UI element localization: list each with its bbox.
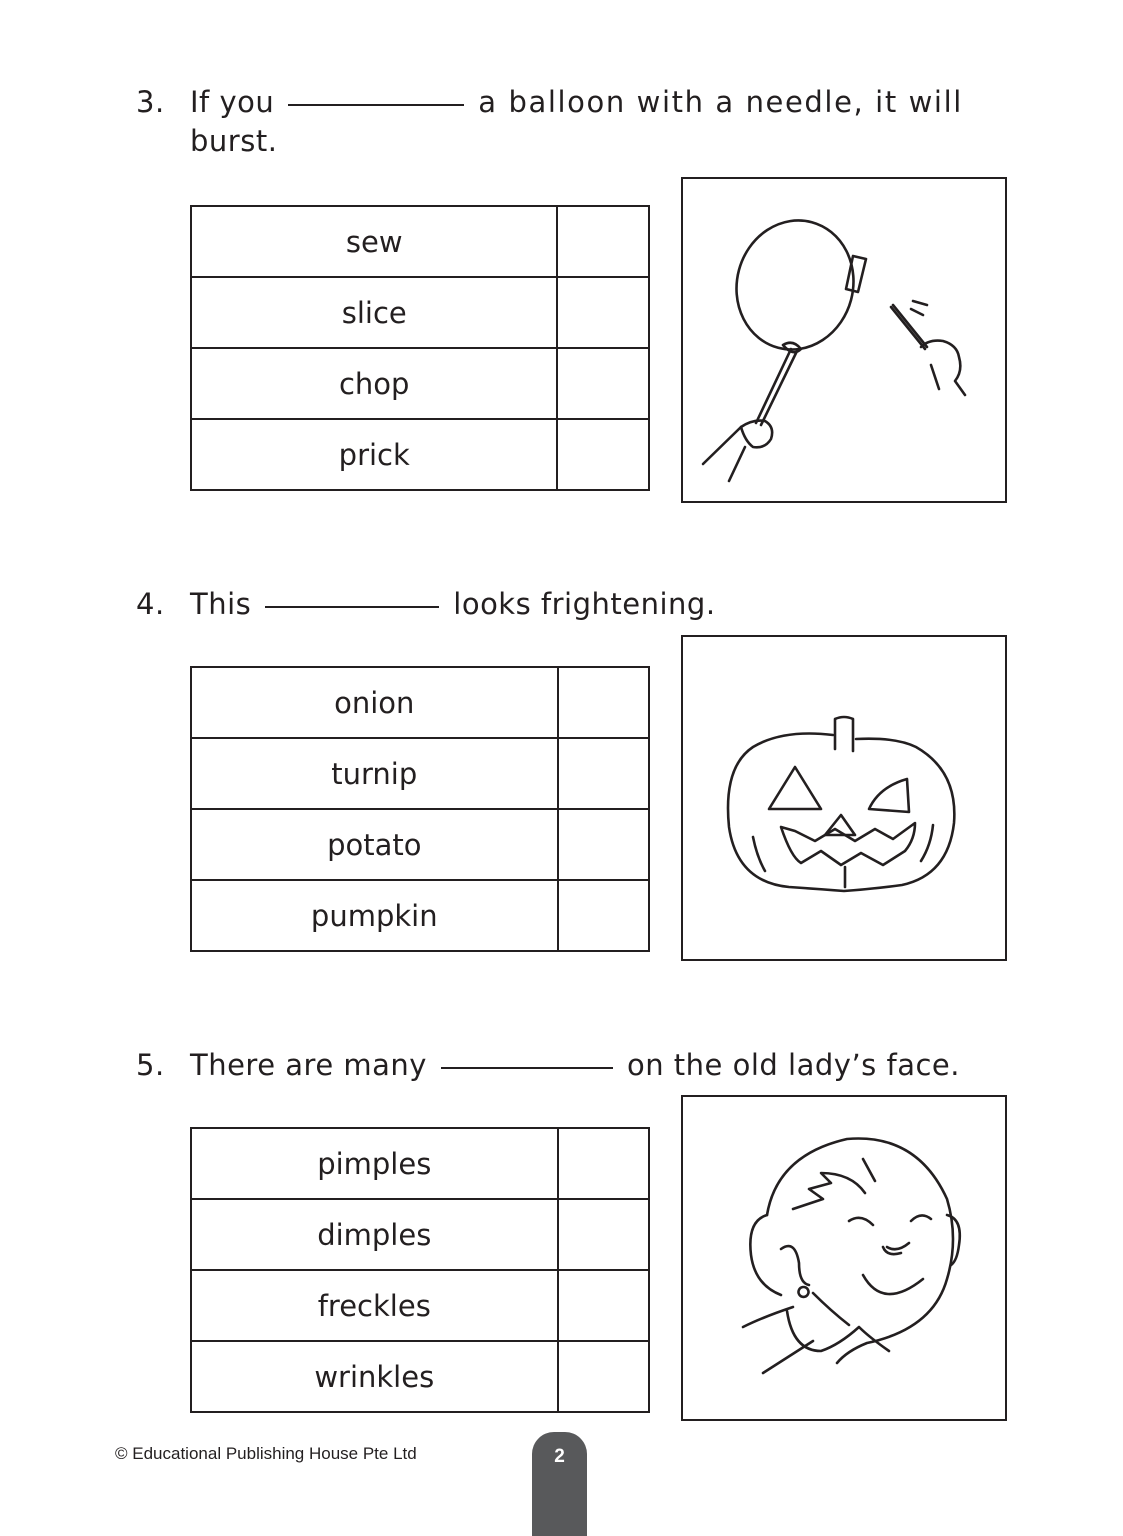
question-5-text [136, 1045, 960, 1085]
question-4-text [136, 584, 716, 624]
option-row [191, 419, 649, 490]
option-word: pimples [191, 1128, 558, 1199]
tick-box[interactable] [558, 1199, 649, 1270]
page-number: 2 [554, 1446, 565, 1467]
page-number-tab [532, 1432, 587, 1536]
answer-blank[interactable] [265, 606, 439, 608]
question-4-options-table [190, 666, 650, 952]
option-row [191, 809, 649, 880]
tick-box[interactable] [557, 206, 649, 277]
jack-o-lantern-illustration [683, 637, 1005, 959]
option-word: dimples [191, 1199, 558, 1270]
tick-box[interactable] [558, 1270, 649, 1341]
option-word: turnip [191, 738, 558, 809]
option-word: wrinkles [191, 1341, 558, 1412]
option-word: chop [191, 348, 557, 419]
question-text-after: a balloon with a needle, it will [478, 85, 963, 119]
question-text-before: If you [190, 85, 275, 119]
option-word: pumpkin [191, 880, 558, 951]
option-word: potato [191, 809, 558, 880]
balloon-needle-picture [681, 177, 1007, 503]
option-row [191, 348, 649, 419]
question-text-before: This [190, 587, 252, 621]
copyright-text: © Educational Publishing House Pte Ltd [115, 1444, 417, 1463]
option-row [191, 738, 649, 809]
tick-box[interactable] [558, 809, 649, 880]
balloon-needle-illustration [683, 179, 1005, 501]
option-row [191, 277, 649, 348]
option-word: onion [191, 667, 558, 738]
pumpkin-picture [681, 635, 1007, 961]
tick-box[interactable] [557, 419, 649, 490]
answer-blank[interactable] [441, 1067, 613, 1069]
old-lady-picture [681, 1095, 1007, 1421]
option-row [191, 1270, 649, 1341]
question-3-continuation: burst. [190, 124, 278, 158]
question-number: 4. [136, 587, 165, 621]
option-row [191, 1128, 649, 1199]
tick-box[interactable] [558, 1341, 649, 1412]
answer-blank[interactable] [288, 104, 464, 106]
question-number: 5. [136, 1048, 165, 1082]
question-text-after: on the old lady’s face. [626, 1048, 960, 1082]
tick-box[interactable] [557, 277, 649, 348]
option-word: prick [191, 419, 557, 490]
question-text-after: looks frightening. [453, 587, 716, 621]
option-row [191, 1341, 649, 1412]
question-3-text [136, 82, 963, 122]
option-row [191, 667, 649, 738]
option-word: sew [191, 206, 557, 277]
option-row [191, 1199, 649, 1270]
tick-box[interactable] [558, 738, 649, 809]
question-number: 3. [136, 85, 165, 119]
option-row [191, 206, 649, 277]
tick-box[interactable] [558, 1128, 649, 1199]
tick-box[interactable] [558, 667, 649, 738]
option-word: slice [191, 277, 557, 348]
tick-box[interactable] [557, 348, 649, 419]
old-lady-illustration [683, 1097, 1005, 1419]
question-5-options-table [190, 1127, 650, 1413]
tick-box[interactable] [558, 880, 649, 951]
option-word: freckles [191, 1270, 558, 1341]
question-3-options-table [190, 205, 650, 491]
option-row [191, 880, 649, 951]
question-text-before: There are many [190, 1048, 427, 1082]
